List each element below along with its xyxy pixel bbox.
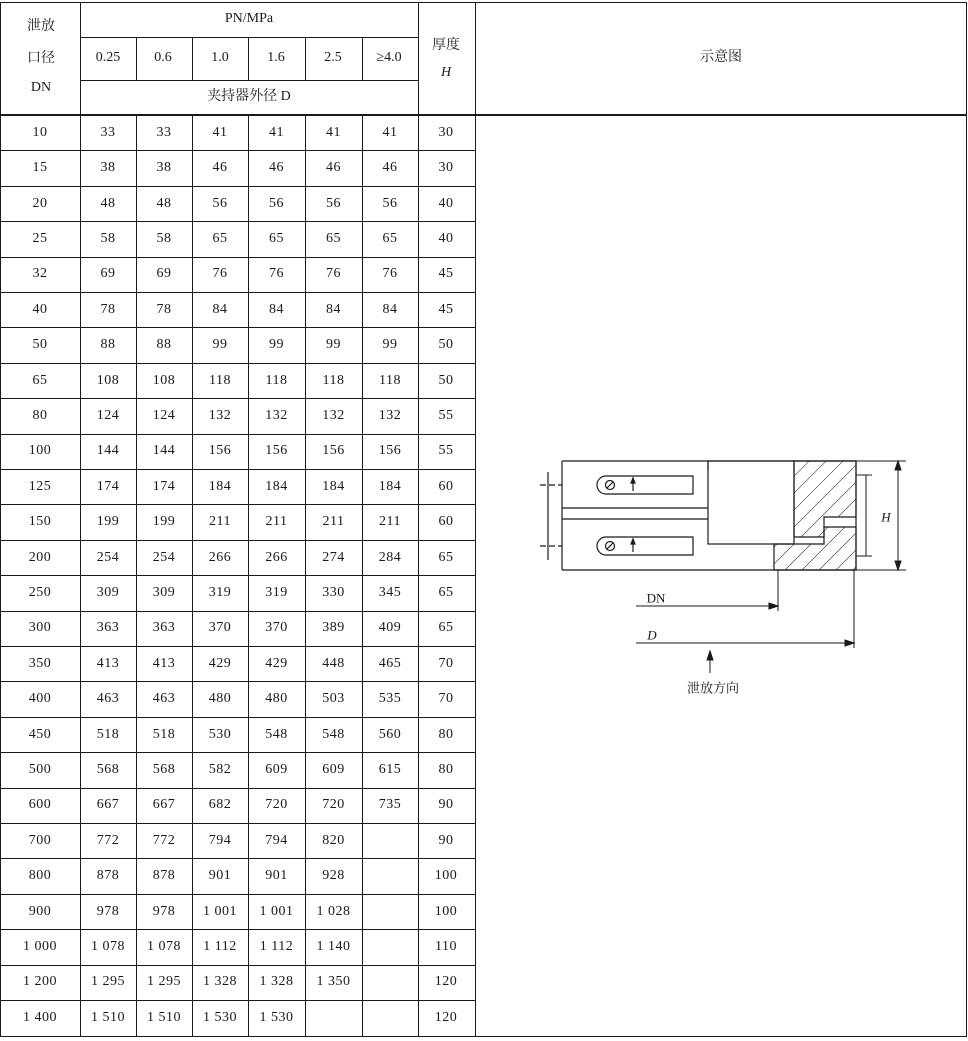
thickness-cell: 120 (434, 974, 458, 990)
diameter-cell: 69 (156, 266, 172, 282)
diameter-cell: 429 (208, 655, 232, 671)
diameter-cell: 65 (212, 230, 228, 246)
diameter-cell: 84 (269, 301, 284, 317)
pn-value-4: 2.5 (324, 50, 342, 65)
diameter-cell: 370 (208, 620, 232, 636)
dn-header-line1: 泄放 (27, 19, 55, 34)
diameter-cell: 108 (152, 372, 176, 388)
row-divider (0, 965, 475, 966)
dn-dimension-label: DN (646, 590, 666, 606)
thickness-cell: 60 (438, 514, 454, 530)
discharge-direction-label: 泄放方向 (686, 680, 740, 696)
dn-cell: 1 000 (23, 938, 57, 954)
pn-value-3: 1.6 (267, 50, 285, 65)
diameter-cell: 108 (96, 372, 120, 388)
diameter-cell: 878 (96, 868, 120, 884)
diagram-title: 示意图 (700, 50, 742, 65)
diameter-cell: 41 (382, 124, 398, 140)
clamp-schematic-svg (476, 115, 966, 1037)
diameter-cell: 413 (96, 655, 120, 671)
thickness-cell: 50 (438, 337, 454, 353)
diameter-cell: 319 (208, 584, 232, 600)
diameter-cell: 535 (378, 691, 402, 707)
thickness-cell: 100 (434, 903, 458, 919)
diameter-cell: 530 (208, 726, 232, 742)
dimension-lines (636, 461, 906, 673)
diameter-cell: 254 (152, 549, 176, 565)
row-divider (0, 150, 475, 151)
diameter-cell: 58 (156, 230, 172, 246)
diameter-cell: 156 (265, 443, 288, 459)
diameter-cell: 548 (265, 726, 288, 742)
diameter-cell: 184 (265, 478, 288, 494)
diameter-cell: 69 (100, 266, 116, 282)
diameter-cell: 735 (378, 797, 402, 813)
diameter-cell: 211 (322, 514, 345, 530)
diameter-cell: 266 (208, 549, 232, 565)
diameter-cell: 184 (378, 478, 402, 494)
diameter-cell: 901 (265, 868, 288, 884)
diameter-cell: 463 (96, 691, 120, 707)
diameter-cell: 132 (208, 407, 232, 423)
diameter-cell: 465 (378, 655, 402, 671)
pn-underline (80, 37, 418, 38)
thickness-cell: 40 (438, 230, 454, 246)
pn-value-5: ≥4.0 (376, 50, 402, 65)
dn-cell: 150 (28, 514, 52, 530)
dn-cell: 600 (28, 797, 52, 813)
thickness-cell: 80 (438, 761, 454, 777)
thickness-cell: 120 (434, 1009, 458, 1025)
diameter-cell: 78 (100, 301, 116, 317)
diameter-cell: 65 (269, 230, 284, 246)
diameter-cell: 88 (156, 337, 172, 353)
row-divider (0, 363, 475, 364)
dn-cell: 900 (28, 903, 52, 919)
diameter-cell: 156 (322, 443, 345, 459)
h-dimension-label: H (881, 509, 891, 525)
dn-cell: 450 (28, 726, 52, 742)
dn-header-line2: 口径 (27, 51, 55, 66)
pn-col-divider (192, 37, 193, 80)
diameter-cell: 56 (326, 195, 341, 211)
row-divider (0, 752, 475, 753)
diameter-cell: 65 (326, 230, 341, 246)
thickness-cell: 80 (438, 726, 454, 742)
dn-cell: 25 (32, 230, 48, 246)
diameter-cell: 480 (208, 691, 232, 707)
diameter-cell: 928 (322, 868, 345, 884)
row-divider (0, 540, 475, 541)
diameter-cell: 609 (265, 761, 288, 777)
frame-right (966, 2, 967, 1037)
diameter-cell: 1 001 (259, 903, 294, 919)
diameter-cell: 609 (322, 761, 345, 777)
thickness-cell: 60 (438, 478, 454, 494)
diameter-cell: 48 (100, 195, 116, 211)
diameter-cell: 568 (152, 761, 176, 777)
diameter-cell: 156 (378, 443, 402, 459)
diameter-cell: 1 530 (259, 1009, 294, 1025)
diameter-cell: 667 (152, 797, 176, 813)
diameter-cell: 48 (156, 195, 172, 211)
row-divider (0, 1000, 475, 1001)
dn-cell: 500 (28, 761, 52, 777)
thickness-header-line2: H (440, 65, 452, 80)
thickness-header-line1: 厚度 (432, 38, 460, 53)
diameter-cell: 409 (378, 620, 402, 636)
dn-cell: 1 400 (23, 1009, 57, 1025)
thickness-cell: 65 (438, 620, 454, 636)
clamp-diameter-header: 夹持器外径 D (207, 89, 291, 104)
diameter-cell: 518 (96, 726, 120, 742)
diameter-cell: 174 (96, 478, 120, 494)
pn-col-divider (305, 37, 306, 80)
row-divider (0, 398, 475, 399)
dn-cell: 1 200 (23, 974, 57, 990)
diameter-cell: 1 078 (91, 938, 125, 954)
thickness-cell: 70 (438, 691, 454, 707)
row-divider (0, 257, 475, 258)
diameter-cell: 58 (100, 230, 116, 246)
thickness-cell: 40 (438, 195, 454, 211)
diameter-cell: 144 (96, 443, 120, 459)
diameter-cell: 772 (96, 832, 120, 848)
thickness-cell: 50 (438, 372, 454, 388)
diameter-cell: 309 (152, 584, 176, 600)
schematic-diagram (476, 115, 966, 1037)
diameter-cell: 319 (265, 584, 288, 600)
pn-value-0: 0.25 (95, 50, 121, 65)
diameter-cell: 1 328 (259, 974, 294, 990)
dn-cell: 700 (28, 832, 52, 848)
dn-cell: 20 (32, 195, 48, 211)
diameter-cell: 46 (326, 160, 341, 176)
diameter-cell: 1 328 (203, 974, 237, 990)
row-divider (0, 434, 475, 435)
diameter-cell: 330 (322, 584, 345, 600)
diameter-cell: 667 (96, 797, 120, 813)
row-divider (0, 894, 475, 895)
diameter-cell: 88 (100, 337, 116, 353)
frame-top (0, 2, 967, 3)
diameter-cell: 1 001 (203, 903, 237, 919)
diameter-cell: 345 (378, 584, 402, 600)
diameter-cell: 56 (212, 195, 228, 211)
dn-cell: 200 (28, 549, 52, 565)
diameter-cell: 1 530 (203, 1009, 237, 1025)
diameter-cell: 370 (265, 620, 288, 636)
dn-header-line3: DN (30, 80, 52, 95)
row-divider (0, 646, 475, 647)
diameter-cell: 118 (322, 372, 345, 388)
diameter-cell: 363 (96, 620, 120, 636)
diameter-cell: 720 (265, 797, 288, 813)
thickness-cell: 30 (438, 124, 454, 140)
row-divider (0, 469, 475, 470)
diameter-cell: 99 (212, 337, 228, 353)
diameter-cell: 413 (152, 655, 176, 671)
diameter-cell: 820 (322, 832, 345, 848)
diameter-cell: 254 (96, 549, 120, 565)
dn-cell: 250 (28, 584, 52, 600)
diameter-cell: 1 295 (147, 974, 181, 990)
row-divider (0, 681, 475, 682)
diameter-cell: 448 (322, 655, 345, 671)
diameter-cell: 978 (152, 903, 176, 919)
diameter-cell: 56 (382, 195, 398, 211)
hatched-section (774, 461, 856, 570)
col-divider-thickness (418, 2, 419, 1037)
diameter-cell: 76 (269, 266, 284, 282)
diameter-cell: 199 (96, 514, 120, 530)
row-divider (0, 858, 475, 859)
diameter-cell: 480 (265, 691, 288, 707)
diameter-cell: 78 (156, 301, 172, 317)
diameter-cell: 174 (152, 478, 176, 494)
diameter-cell: 1 140 (316, 938, 351, 954)
diameter-cell: 124 (96, 407, 120, 423)
thickness-cell: 110 (435, 938, 457, 954)
diameter-cell: 978 (96, 903, 120, 919)
thickness-cell: 45 (438, 301, 454, 317)
dn-cell: 80 (32, 407, 48, 423)
row-divider (0, 788, 475, 789)
dn-cell: 100 (28, 443, 52, 459)
pn-col-divider (362, 37, 363, 80)
thickness-cell: 45 (438, 266, 454, 282)
diameter-cell: 118 (379, 372, 401, 388)
thickness-cell: 90 (438, 797, 454, 813)
diameter-cell: 65 (382, 230, 398, 246)
pn-values-underline (80, 80, 418, 81)
diameter-cell: 99 (382, 337, 398, 353)
dn-cell: 15 (32, 160, 48, 176)
diameter-cell: 38 (156, 160, 172, 176)
thickness-cell: 70 (438, 655, 454, 671)
dn-cell: 300 (28, 620, 52, 636)
diameter-cell: 878 (152, 868, 176, 884)
diameter-cell: 184 (208, 478, 232, 494)
row-divider (0, 504, 475, 505)
pn-col-divider (248, 37, 249, 80)
diameter-cell: 1 112 (259, 938, 294, 954)
diameter-cell: 429 (265, 655, 288, 671)
dn-cell: 32 (32, 266, 48, 282)
diameter-cell: 1 078 (147, 938, 181, 954)
diameter-cell: 1 112 (203, 938, 237, 954)
diameter-cell: 518 (152, 726, 176, 742)
diameter-cell: 211 (209, 514, 231, 530)
diameter-cell: 132 (322, 407, 345, 423)
diameter-cell: 84 (382, 301, 398, 317)
row-divider (0, 575, 475, 576)
diameter-cell: 463 (152, 691, 176, 707)
diameter-cell: 41 (212, 124, 228, 140)
diameter-cell: 266 (265, 549, 288, 565)
diameter-cell: 41 (326, 124, 341, 140)
thickness-cell: 100 (434, 868, 458, 884)
diameter-cell: 548 (322, 726, 345, 742)
row-divider (0, 823, 475, 824)
diameter-cell: 794 (208, 832, 232, 848)
diameter-cell: 118 (265, 372, 288, 388)
diameter-cell: 901 (208, 868, 232, 884)
thickness-cell: 55 (438, 407, 454, 423)
diameter-cell: 33 (100, 124, 116, 140)
diameter-cell: 144 (152, 443, 176, 459)
diameter-cell: 211 (265, 514, 288, 530)
diameter-cell: 560 (378, 726, 402, 742)
dn-cell: 40 (32, 301, 48, 317)
diameter-cell: 156 (208, 443, 232, 459)
diameter-cell: 84 (326, 301, 341, 317)
pn-value-1: 0.6 (154, 50, 172, 65)
diameter-cell: 132 (378, 407, 402, 423)
diameter-cell: 682 (208, 797, 232, 813)
diameter-cell: 76 (326, 266, 341, 282)
row-divider (0, 611, 475, 612)
thickness-cell: 65 (438, 584, 454, 600)
diameter-cell: 363 (152, 620, 176, 636)
thickness-cell: 30 (438, 160, 454, 176)
diameter-cell: 76 (212, 266, 228, 282)
diameter-cell: 582 (208, 761, 232, 777)
thickness-cell: 90 (438, 832, 454, 848)
diameter-cell: 99 (269, 337, 284, 353)
diameter-cell: 1 510 (147, 1009, 181, 1025)
diameter-cell: 41 (269, 124, 284, 140)
row-divider (0, 221, 475, 222)
dn-cell: 400 (28, 691, 52, 707)
diameter-cell: 1 510 (91, 1009, 125, 1025)
thickness-cell: 65 (438, 549, 454, 565)
diameter-cell: 615 (378, 761, 402, 777)
diameter-cell: 76 (382, 266, 398, 282)
diameter-cell: 132 (265, 407, 288, 423)
diameter-cell: 274 (322, 549, 345, 565)
diameter-cell: 124 (152, 407, 176, 423)
row-divider (0, 717, 475, 718)
diameter-cell: 84 (212, 301, 228, 317)
row-divider (0, 929, 475, 930)
d-dimension-label: D (647, 627, 657, 643)
diameter-cell: 33 (156, 124, 172, 140)
diameter-cell: 568 (96, 761, 120, 777)
diameter-cell: 389 (322, 620, 345, 636)
dn-cell: 50 (32, 337, 48, 353)
thickness-cell: 55 (438, 443, 454, 459)
pn-col-divider (136, 37, 137, 80)
diameter-cell: 56 (269, 195, 284, 211)
diameter-cell: 1 295 (91, 974, 125, 990)
diameter-cell: 46 (382, 160, 398, 176)
diameter-cell: 720 (322, 797, 345, 813)
diameter-cell: 1 028 (316, 903, 351, 919)
pn-header: PN/MPa (224, 11, 274, 26)
diameter-cell: 284 (378, 549, 402, 565)
dn-cell: 800 (28, 868, 52, 884)
dn-cell: 350 (28, 655, 52, 671)
row-divider (0, 292, 475, 293)
dn-cell: 125 (28, 478, 52, 494)
diameter-cell: 1 350 (316, 974, 351, 990)
diameter-cell: 184 (322, 478, 345, 494)
pn-value-2: 1.0 (211, 50, 229, 65)
dn-cell: 10 (32, 124, 48, 140)
col-divider-dn (80, 2, 81, 1037)
diameter-cell: 772 (152, 832, 176, 848)
frame-left (0, 2, 1, 1037)
diameter-cell: 309 (96, 584, 120, 600)
diameter-cell: 38 (100, 160, 116, 176)
diameter-cell: 211 (379, 514, 401, 530)
diameter-cell: 118 (209, 372, 231, 388)
diameter-cell: 99 (326, 337, 341, 353)
dn-cell: 65 (32, 372, 48, 388)
diameter-cell: 199 (152, 514, 176, 530)
row-divider (0, 327, 475, 328)
row-divider (0, 186, 475, 187)
diameter-cell: 46 (269, 160, 284, 176)
diameter-cell: 46 (212, 160, 228, 176)
diameter-cell: 794 (265, 832, 288, 848)
diameter-cell: 503 (322, 691, 345, 707)
